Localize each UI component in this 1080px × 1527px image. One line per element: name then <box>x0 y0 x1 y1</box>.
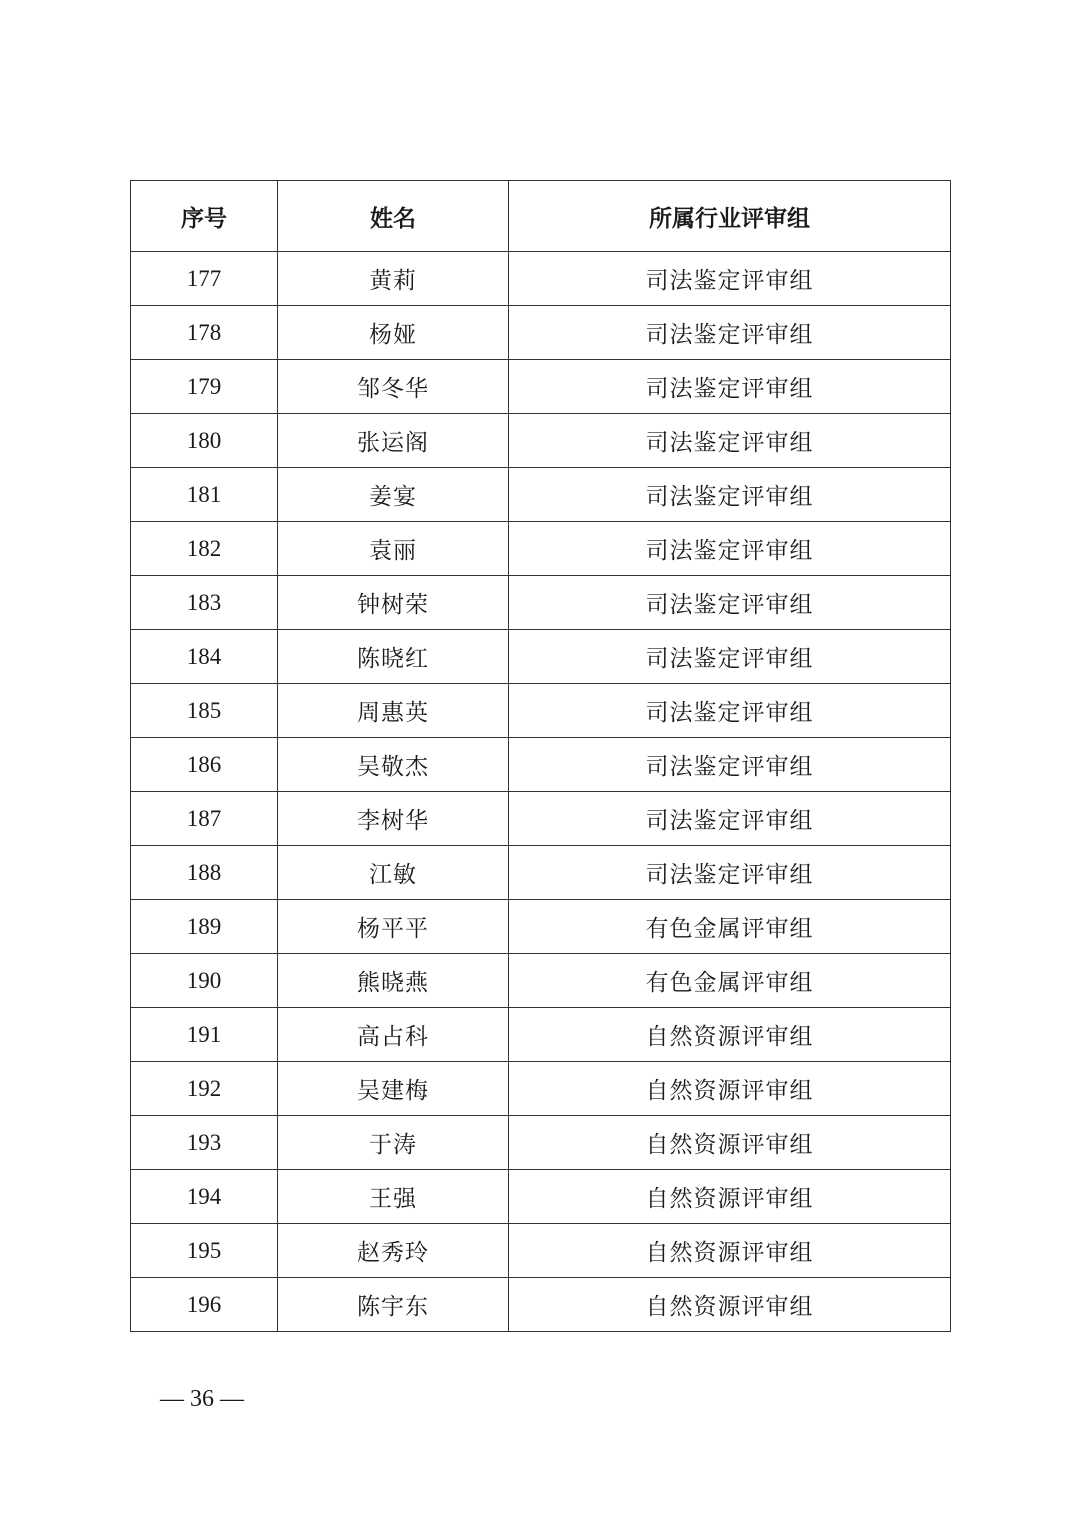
row-group: 有色金属评审组 <box>509 954 951 1008</box>
table-row <box>131 576 951 630</box>
row-name: 于涛 <box>278 1116 509 1170</box>
row-group: 自然资源评审组 <box>509 1278 951 1332</box>
row-index: 195 <box>131 1224 278 1278</box>
table-row <box>131 1008 951 1062</box>
row-index: 192 <box>131 1062 278 1116</box>
row-index: 181 <box>131 468 278 522</box>
row-index: 194 <box>131 1170 278 1224</box>
row-index: 193 <box>131 1116 278 1170</box>
row-group: 司法鉴定评审组 <box>509 360 951 414</box>
row-group: 司法鉴定评审组 <box>509 738 951 792</box>
row-index: 178 <box>131 306 278 360</box>
row-group: 自然资源评审组 <box>509 1116 951 1170</box>
table-row <box>131 846 951 900</box>
row-index: 190 <box>131 954 278 1008</box>
row-index: 183 <box>131 576 278 630</box>
row-name: 熊晓燕 <box>278 954 509 1008</box>
row-name: 江敏 <box>278 846 509 900</box>
row-group: 司法鉴定评审组 <box>509 414 951 468</box>
row-name: 张运阁 <box>278 414 509 468</box>
table-row <box>131 252 951 306</box>
column-header-name: 姓名 <box>278 181 509 252</box>
row-name: 钟树荣 <box>278 576 509 630</box>
row-group: 司法鉴定评审组 <box>509 522 951 576</box>
row-group: 司法鉴定评审组 <box>509 846 951 900</box>
row-index: 182 <box>131 522 278 576</box>
table-row <box>131 1278 951 1332</box>
table-row <box>131 738 951 792</box>
table-row <box>131 468 951 522</box>
row-name: 赵秀玲 <box>278 1224 509 1278</box>
row-name: 杨平平 <box>278 900 509 954</box>
row-index: 191 <box>131 1008 278 1062</box>
column-header-group: 所属行业评审组 <box>509 181 951 252</box>
row-name: 姜宴 <box>278 468 509 522</box>
table-row <box>131 414 951 468</box>
row-group: 司法鉴定评审组 <box>509 792 951 846</box>
table-row <box>131 1062 951 1116</box>
row-index: 188 <box>131 846 278 900</box>
row-name: 黄莉 <box>278 252 509 306</box>
row-index: 196 <box>131 1278 278 1332</box>
row-group: 司法鉴定评审组 <box>509 576 951 630</box>
table-row <box>131 954 951 1008</box>
reviewer-table <box>130 180 951 1332</box>
row-group: 有色金属评审组 <box>509 900 951 954</box>
row-index: 184 <box>131 630 278 684</box>
row-group: 司法鉴定评审组 <box>509 630 951 684</box>
row-index: 179 <box>131 360 278 414</box>
table-row <box>131 792 951 846</box>
row-name: 王强 <box>278 1170 509 1224</box>
row-name: 高占科 <box>278 1008 509 1062</box>
page-number: — 36 — <box>160 1386 244 1412</box>
table-row <box>131 684 951 738</box>
row-index: 180 <box>131 414 278 468</box>
row-group: 司法鉴定评审组 <box>509 468 951 522</box>
row-group: 司法鉴定评审组 <box>509 306 951 360</box>
table-row <box>131 630 951 684</box>
row-group: 自然资源评审组 <box>509 1008 951 1062</box>
table-row <box>131 1116 951 1170</box>
table-row <box>131 1170 951 1224</box>
row-index: 189 <box>131 900 278 954</box>
table-header-row <box>131 181 951 252</box>
row-name: 吴建梅 <box>278 1062 509 1116</box>
row-index: 186 <box>131 738 278 792</box>
table-row <box>131 900 951 954</box>
row-name: 陈宇东 <box>278 1278 509 1332</box>
row-name: 袁丽 <box>278 522 509 576</box>
table-row <box>131 360 951 414</box>
row-group: 自然资源评审组 <box>509 1170 951 1224</box>
row-group: 自然资源评审组 <box>509 1062 951 1116</box>
row-name: 吴敬杰 <box>278 738 509 792</box>
row-group: 自然资源评审组 <box>509 1224 951 1278</box>
table-row <box>131 522 951 576</box>
row-group: 司法鉴定评审组 <box>509 684 951 738</box>
row-name: 周惠英 <box>278 684 509 738</box>
row-name: 邹冬华 <box>278 360 509 414</box>
row-name: 陈晓红 <box>278 630 509 684</box>
row-group: 司法鉴定评审组 <box>509 252 951 306</box>
column-header-index: 序号 <box>131 181 278 252</box>
row-index: 177 <box>131 252 278 306</box>
row-name: 杨娅 <box>278 306 509 360</box>
row-index: 187 <box>131 792 278 846</box>
table-row <box>131 1224 951 1278</box>
table-row <box>131 306 951 360</box>
row-name: 李树华 <box>278 792 509 846</box>
row-index: 185 <box>131 684 278 738</box>
